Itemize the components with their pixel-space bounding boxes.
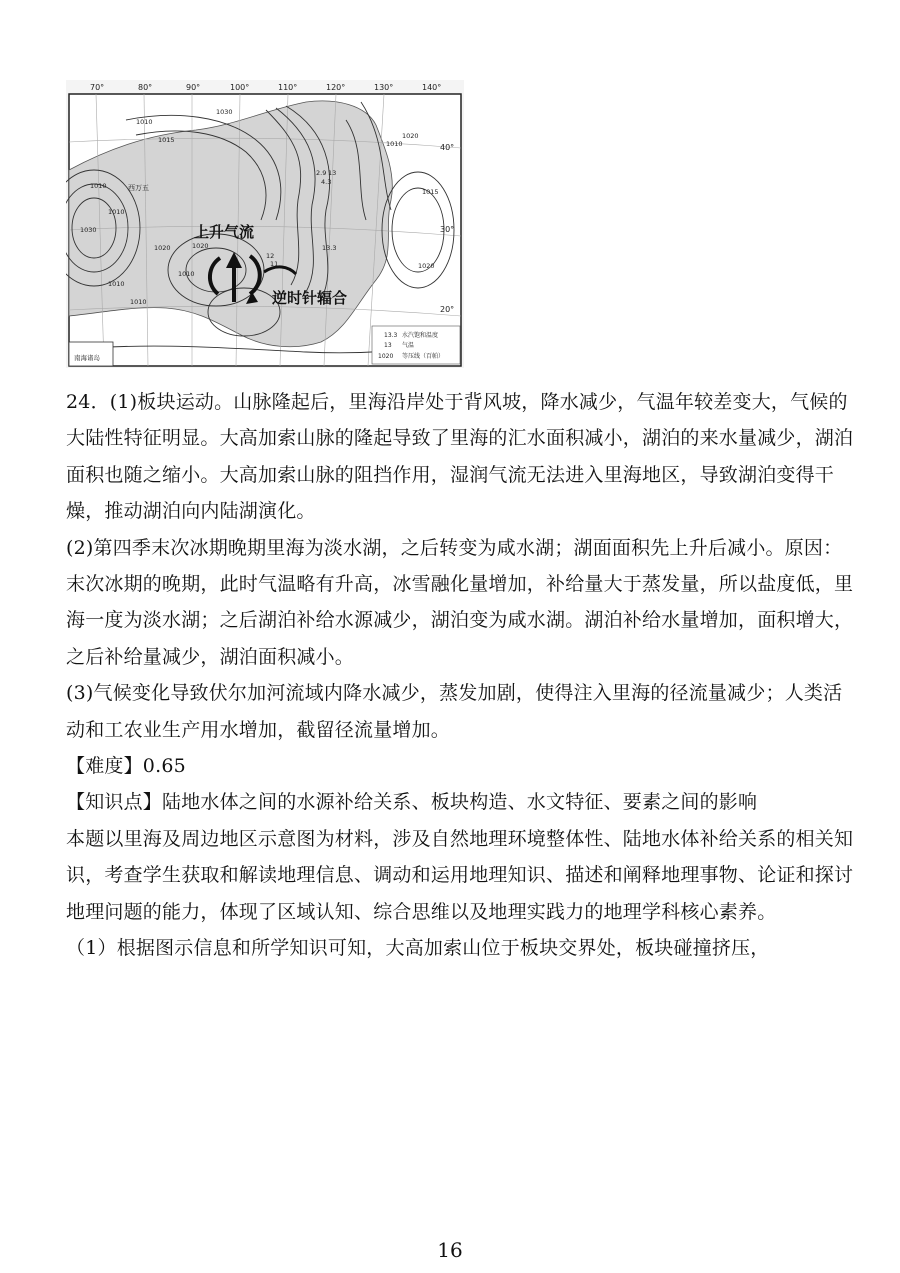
analysis-intro: 本题以里海及周边地区示意图为材料，涉及自然地理环境整体性、陆地水体补给关系的相关知识，考查学生获取和解读地理信息、调动和运用地理知识、描述和阐释地理事物、论证和探讨地理问题的能力，体现了区域认知、综合思维以及地理实践力的地理学科核心素养。 — [66, 827, 854, 923]
inset-label: 南海诸岛 — [74, 354, 100, 362]
isobar-label: 1020 — [192, 242, 209, 250]
lat-label: 30° — [440, 225, 455, 234]
legend-value: 13.3 — [384, 332, 398, 339]
lon-label: 80° — [138, 83, 153, 92]
answer-part-3: (3)气候变化导致伏尔加河流域内降水减少，蒸发加剧，使得注入里海的径流量减少；人类活动和工农业生产用水增加，截留径流量增加。 — [66, 682, 843, 741]
station-label: 13 — [328, 169, 337, 177]
isobar-label: 1030 — [216, 108, 233, 116]
legend-label: 等压线（百帕） — [402, 353, 445, 360]
station-label: 4.3 — [321, 178, 332, 186]
isobar-label: 1015 — [422, 188, 439, 196]
lat-label: 20° — [440, 305, 455, 314]
isobar-label: 1020 — [418, 262, 435, 270]
lon-label: 110° — [278, 83, 298, 92]
isobar-label: 1015 — [158, 136, 175, 144]
lon-label: 70° — [90, 83, 105, 92]
lat-label: 40° — [440, 143, 455, 152]
isobar-label: 1020 — [402, 132, 419, 140]
weather-map-figure — [66, 80, 464, 368]
station-label: 12 — [266, 252, 275, 260]
isobar-label: 1010 — [386, 140, 403, 148]
station-label: 13.3 — [322, 244, 337, 252]
lon-label: 140° — [422, 83, 442, 92]
isobar-label: 1020 — [154, 244, 171, 252]
answer-text — [66, 384, 856, 967]
map-legend — [372, 326, 460, 364]
updraft-label: 上升气流 — [194, 223, 255, 241]
station-label: 11 — [270, 260, 279, 268]
inset-south-sea — [69, 342, 113, 366]
lon-label: 90° — [186, 83, 201, 92]
legend-label: 水汽饱和温度 — [402, 332, 439, 339]
knowledge-points: 【知识点】陆地水体之间的水源补给关系、板块构造、水文特征、要素之间的影响 — [66, 791, 758, 814]
isobar-label: 1010 — [130, 298, 147, 306]
region-label: 西万五 — [128, 184, 149, 192]
difficulty: 【难度】0.65 — [66, 755, 186, 778]
lon-label: 130° — [374, 83, 394, 92]
station-label: 2.9 — [316, 169, 327, 177]
isobar-label: 1010 — [108, 280, 125, 288]
answer-part-1: 24．(1)板块运动。山脉隆起后，里海沿岸处于背风坡，降水减少，气温年较差变大，气候的大陆性特征明显。大高加索山脉的隆起导致了里海的汇水面积减小，湖泊的来水量减少，湖泊面积也随之缩小。大高加索山脉的阻挡作用，湿润气流无法进入里海地区，导致湖泊变得干燥，推动湖泊向内陆湖演化。 — [66, 391, 854, 523]
isobar-label: 1010 — [178, 270, 195, 278]
legend-label: 气温 — [402, 342, 415, 349]
analysis-part-1: （1）根据图示信息和所学知识可知，大高加索山位于板块交界处，板块碰撞挤压， — [66, 937, 770, 960]
convergence-label: 逆时针辐合 — [272, 289, 348, 307]
weather-map-svg — [66, 80, 464, 368]
isobar-label: 1030 — [80, 226, 97, 234]
legend-value: 1020 — [378, 353, 394, 360]
lon-label: 120° — [326, 83, 346, 92]
isobar-label: 1010 — [136, 118, 153, 126]
answer-part-2: (2)第四季末次冰期晚期里海为淡水湖，之后转变为咸水湖；湖面面积先上升后减小。原因：末次冰期的晚期，此时气温略有升高，冰雪融化量增加，补给量大于蒸发量，所以盐度低，里海一度为淡水湖；之后湖泊补给水源减少，湖泊变为咸水湖。湖泊补给水量增加，面积增大，之后补给量减少，湖泊面积减小。 — [66, 536, 854, 668]
isobar-label: 1010 — [108, 208, 125, 216]
legend-value: 13 — [384, 342, 392, 349]
page-number: 16 — [437, 1238, 463, 1262]
lon-label: 100° — [230, 83, 250, 92]
isobar-label: 1010 — [90, 182, 107, 190]
